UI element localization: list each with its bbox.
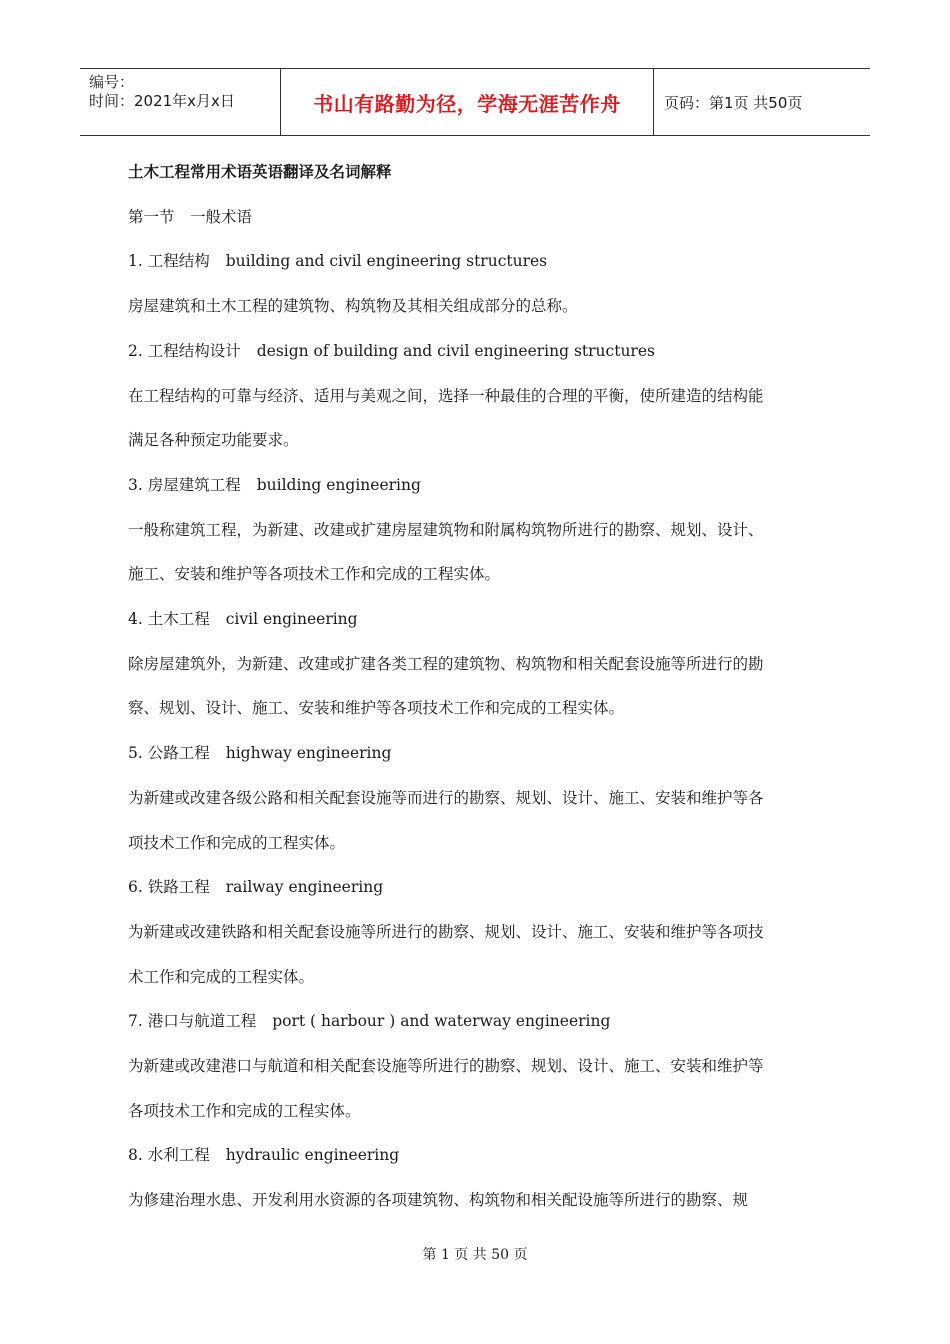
term-chinese: 8. 水利工程	[128, 1146, 210, 1165]
term-heading	[128, 597, 828, 642]
term-heading	[128, 1133, 828, 1178]
term-list	[128, 239, 828, 1222]
header-meta	[80, 69, 281, 135]
term-chinese: 1. 工程结构	[128, 252, 210, 271]
term-english: highway engineering	[225, 744, 392, 763]
document-body	[128, 150, 828, 1223]
term-definition-line: 房屋建筑和土木工程的建筑物、构筑物及其相关组成部分的总称。	[128, 297, 578, 316]
header-page-info: 页码：第1页 共50页	[664, 93, 803, 112]
term-definition-line: 术工作和完成的工程实体。	[128, 967, 315, 986]
page-footer: 第 1 页 共 50 页	[422, 1247, 528, 1263]
term-heading	[128, 999, 828, 1044]
term-chinese: 6. 铁路工程	[128, 878, 210, 897]
term-chinese: 4. 土木工程	[128, 610, 210, 629]
term-english: civil engineering	[225, 610, 358, 629]
term-english: hydraulic engineering	[225, 1146, 400, 1165]
term-chinese: 2. 工程结构设计	[128, 341, 241, 360]
term-heading	[128, 731, 828, 776]
term-definition-line: 在工程结构的可靠与经济、适用与美观之间，选择一种最佳的合理的平衡，使所建造的结构能	[128, 386, 764, 405]
term-definition-line: 为修建治理水患、开发利用水资源的各项建筑物、构筑物和相关配设施等所进行的勘察、规	[128, 1191, 749, 1210]
term-chinese: 7. 港口与航道工程	[128, 1012, 257, 1031]
term-english: port ( harbour ) and waterway engineering	[272, 1012, 611, 1031]
term-definition-line: 察、规划、设计、施工、安装和维护等各项技术工作和完成的工程实体。	[128, 699, 625, 718]
term-definition-line: 项技术工作和完成的工程实体。	[128, 833, 346, 852]
section-heading: 第一节 一般术语	[128, 207, 253, 226]
term-heading	[128, 329, 828, 374]
date-label: 时间：2021年x月x日	[89, 92, 235, 110]
term-chinese: 3. 房屋建筑工程	[128, 475, 241, 494]
term-english: building and civil engineering structures	[225, 252, 548, 271]
term-heading	[128, 239, 828, 284]
term-chinese: 5. 公路工程	[128, 744, 210, 763]
header-motto: 书山有路勤为径，学海无涯苦作舟	[281, 69, 654, 135]
term-english: building engineering	[256, 475, 421, 494]
term-definition-line: 施工、安装和维护等各项技术工作和完成的工程实体。	[128, 565, 501, 584]
document-title: 土木工程常用术语英语翻译及名词解释	[128, 162, 392, 181]
term-english: design of building and civil engineering structures	[256, 341, 655, 360]
page-header	[80, 68, 870, 136]
term-definition-line: 为新建或改建港口与航道和相关配套设施等所进行的勘察、规划、设计、施工、安装和维护等	[128, 1057, 764, 1076]
term-heading	[128, 463, 828, 508]
term-definition-line: 各项技术工作和完成的工程实体。	[128, 1101, 361, 1120]
term-definition-line: 除房屋建筑外，为新建、改建或扩建各类工程的建筑物、构筑物和相关配套设施等所进行的勘	[128, 654, 764, 673]
term-definition-line: 为新建或改建各级公路和相关配套设施等而进行的勘察、规划、设计、施工、安装和维护等各	[128, 788, 764, 807]
term-english: railway engineering	[225, 878, 384, 897]
number-label: 编号：	[89, 73, 135, 91]
term-definition-line: 一般称建筑工程，为新建、改建或扩建房屋建筑物和附属构筑物所进行的勘察、规划、设计、	[128, 520, 764, 539]
term-definition-line: 为新建或改建铁路和相关配套设施等所进行的勘察、规划、设计、施工、安装和维护等各项技	[128, 922, 764, 941]
term-definition-line: 满足各种预定功能要求。	[128, 431, 299, 450]
term-heading	[128, 865, 828, 910]
